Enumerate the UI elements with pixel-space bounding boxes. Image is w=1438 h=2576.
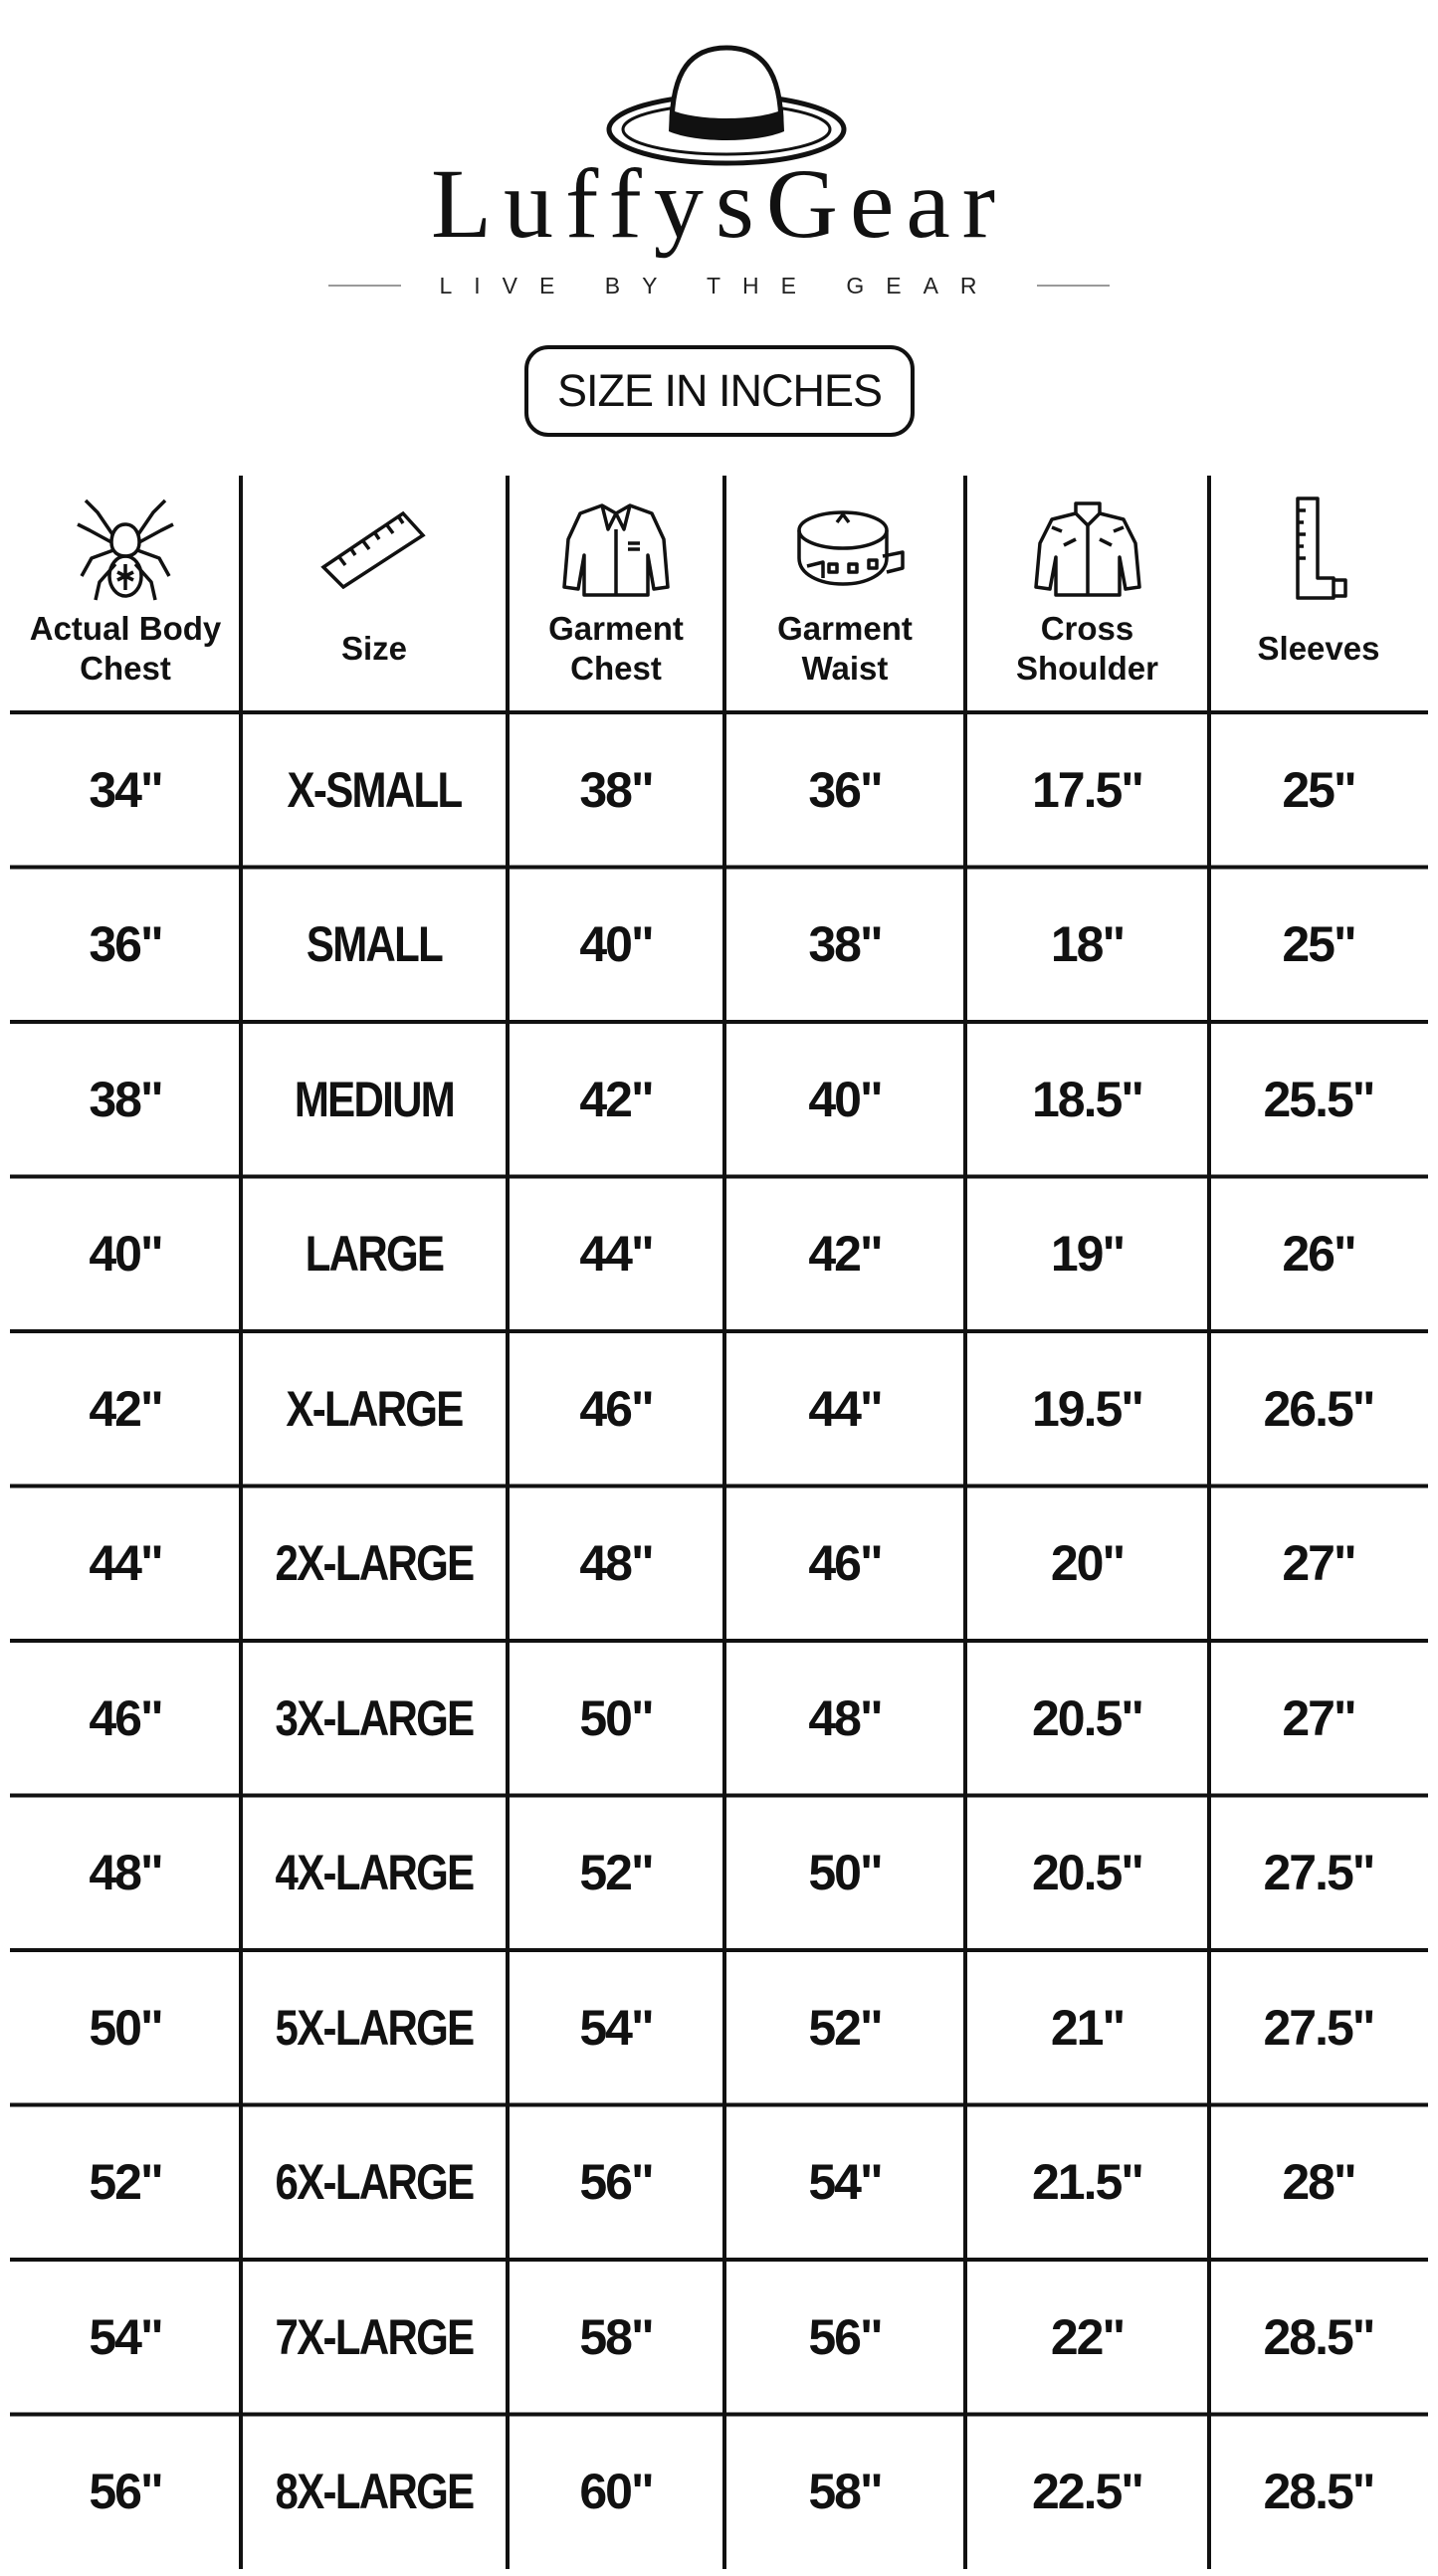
measurement-cell: 27.5" — [1263, 1845, 1374, 1901]
measurement-cell: 27" — [1282, 1535, 1355, 1592]
measurement-cell: 56" — [89, 2464, 162, 2520]
measurement-cell: 56" — [579, 2154, 653, 2211]
measurement-cell: 20.5" — [1031, 1845, 1143, 1901]
measurement-cell: 52" — [89, 2154, 162, 2211]
size-label-cell: 6X-LARGE — [275, 2154, 474, 2211]
measurement-cell: 36" — [89, 916, 162, 973]
tagline-row — [328, 274, 1110, 297]
measurement-cell: 21.5" — [1031, 2154, 1143, 2211]
measurement-cell: 54" — [579, 1999, 653, 2056]
measurement-cell: 19" — [1050, 1226, 1125, 1283]
tagline: LIVE BY THE GEAR — [439, 272, 999, 298]
column-header — [508, 476, 724, 712]
column-header-label: Cross Shoulder — [1015, 610, 1158, 687]
measurement-cell: 21" — [1050, 1999, 1125, 2056]
size-label-cell: MEDIUM — [294, 1071, 455, 1127]
measurement-cell: 34" — [89, 761, 162, 818]
size-label-cell: 5X-LARGE — [275, 1999, 474, 2056]
sleeve-icon — [1284, 490, 1353, 609]
measurement-cell: 40" — [89, 1226, 162, 1283]
measurement-cell: 25" — [1282, 916, 1355, 973]
size-label-cell: 4X-LARGE — [275, 1845, 474, 1901]
column-header-label: Actual Body Chest — [29, 610, 222, 687]
size-label-cell: X-SMALL — [287, 761, 462, 818]
measurement-cell: 44" — [579, 1226, 653, 1283]
measurement-cell: 46" — [89, 1689, 162, 1746]
measurement-cell: 48" — [89, 1845, 162, 1901]
measurement-cell: 20.5" — [1031, 1689, 1143, 1746]
size-label-cell: 8X-LARGE — [275, 2464, 474, 2520]
tagline-divider-left — [328, 285, 401, 287]
measurement-cell: 50" — [808, 1845, 882, 1901]
measurement-cell: 19.5" — [1031, 1380, 1143, 1437]
measurement-cell: 18.5" — [1031, 1071, 1143, 1127]
measurement-cell: 22" — [1050, 2308, 1125, 2365]
column-header — [965, 476, 1209, 712]
measurement-cell: 25.5" — [1263, 1071, 1374, 1127]
measurement-cell: 48" — [808, 1689, 882, 1746]
jacket-icon — [556, 490, 676, 609]
measurement-cell: 44" — [89, 1535, 162, 1592]
column-header — [241, 476, 508, 712]
measurement-cell: 40" — [808, 1071, 882, 1127]
measurement-cell: 38" — [579, 761, 653, 818]
measurement-cell: 38" — [89, 1071, 162, 1127]
measurement-cell: 18" — [1050, 916, 1125, 973]
measurement-cell: 26.5" — [1263, 1380, 1374, 1437]
size-label-cell: 3X-LARGE — [275, 1689, 474, 1746]
measurement-cell: 42" — [89, 1380, 162, 1437]
measurement-cell: 40" — [579, 916, 653, 973]
measurement-cell: 28.5" — [1263, 2464, 1374, 2520]
measurement-cell: 20" — [1050, 1535, 1125, 1592]
measurement-cell: 54" — [808, 2154, 882, 2211]
measurement-cell: 48" — [579, 1535, 653, 1592]
measurement-cell: 26" — [1282, 1226, 1355, 1283]
measurement-cell: 17.5" — [1031, 761, 1143, 818]
brand-name: LuffysGear — [430, 148, 1008, 259]
unit-label-badge: SIZE IN INCHES — [524, 345, 915, 437]
size-chart-table — [10, 476, 1428, 2569]
measurement-cell: 58" — [808, 2464, 882, 2520]
measurement-cell: 27.5" — [1263, 1999, 1374, 2056]
measurement-cell: 52" — [579, 1845, 653, 1901]
measurement-cell: 42" — [808, 1226, 882, 1283]
column-header — [1209, 476, 1428, 712]
size-label-cell: 7X-LARGE — [275, 2308, 474, 2365]
measurement-cell: 42" — [579, 1071, 653, 1127]
measurement-cell: 60" — [579, 2464, 653, 2520]
measurement-cell: 27" — [1282, 1689, 1355, 1746]
measurement-cell: 52" — [808, 1999, 882, 2056]
measurement-cell: 56" — [808, 2308, 882, 2365]
column-header-label: Size — [340, 630, 408, 667]
measurement-cell: 54" — [89, 2308, 162, 2365]
column-header — [724, 476, 965, 712]
tagline-divider-right — [1037, 285, 1110, 287]
size-label-cell: SMALL — [306, 916, 443, 973]
spider-icon — [76, 490, 175, 609]
measurement-cell: 50" — [89, 1999, 162, 2056]
column-header-label: Sleeves — [1257, 630, 1380, 667]
measurement-cell: 50" — [579, 1689, 653, 1746]
measurement-cell: 38" — [808, 916, 882, 973]
measurement-cell: 36" — [808, 761, 882, 818]
measurement-cell: 58" — [579, 2308, 653, 2365]
measurement-cell: 46" — [808, 1535, 882, 1592]
size-label-cell: X-LARGE — [286, 1380, 463, 1437]
size-label-cell: LARGE — [305, 1226, 444, 1283]
measurement-cell: 25" — [1282, 761, 1355, 818]
measurement-cell: 46" — [579, 1380, 653, 1437]
measurement-cell: 28" — [1282, 2154, 1355, 2211]
size-label-cell: 2X-LARGE — [275, 1535, 474, 1592]
column-header-label: Garment Waist — [777, 610, 913, 687]
column-header — [10, 476, 241, 712]
measurement-cell: 44" — [808, 1380, 882, 1437]
belt-icon — [785, 490, 905, 609]
measurement-cell: 22.5" — [1031, 2464, 1143, 2520]
ruler-icon — [319, 490, 429, 609]
zip-jacket-icon — [1028, 490, 1147, 609]
measurement-cell: 28.5" — [1263, 2308, 1374, 2365]
column-header-label: Garment Chest — [548, 610, 684, 687]
